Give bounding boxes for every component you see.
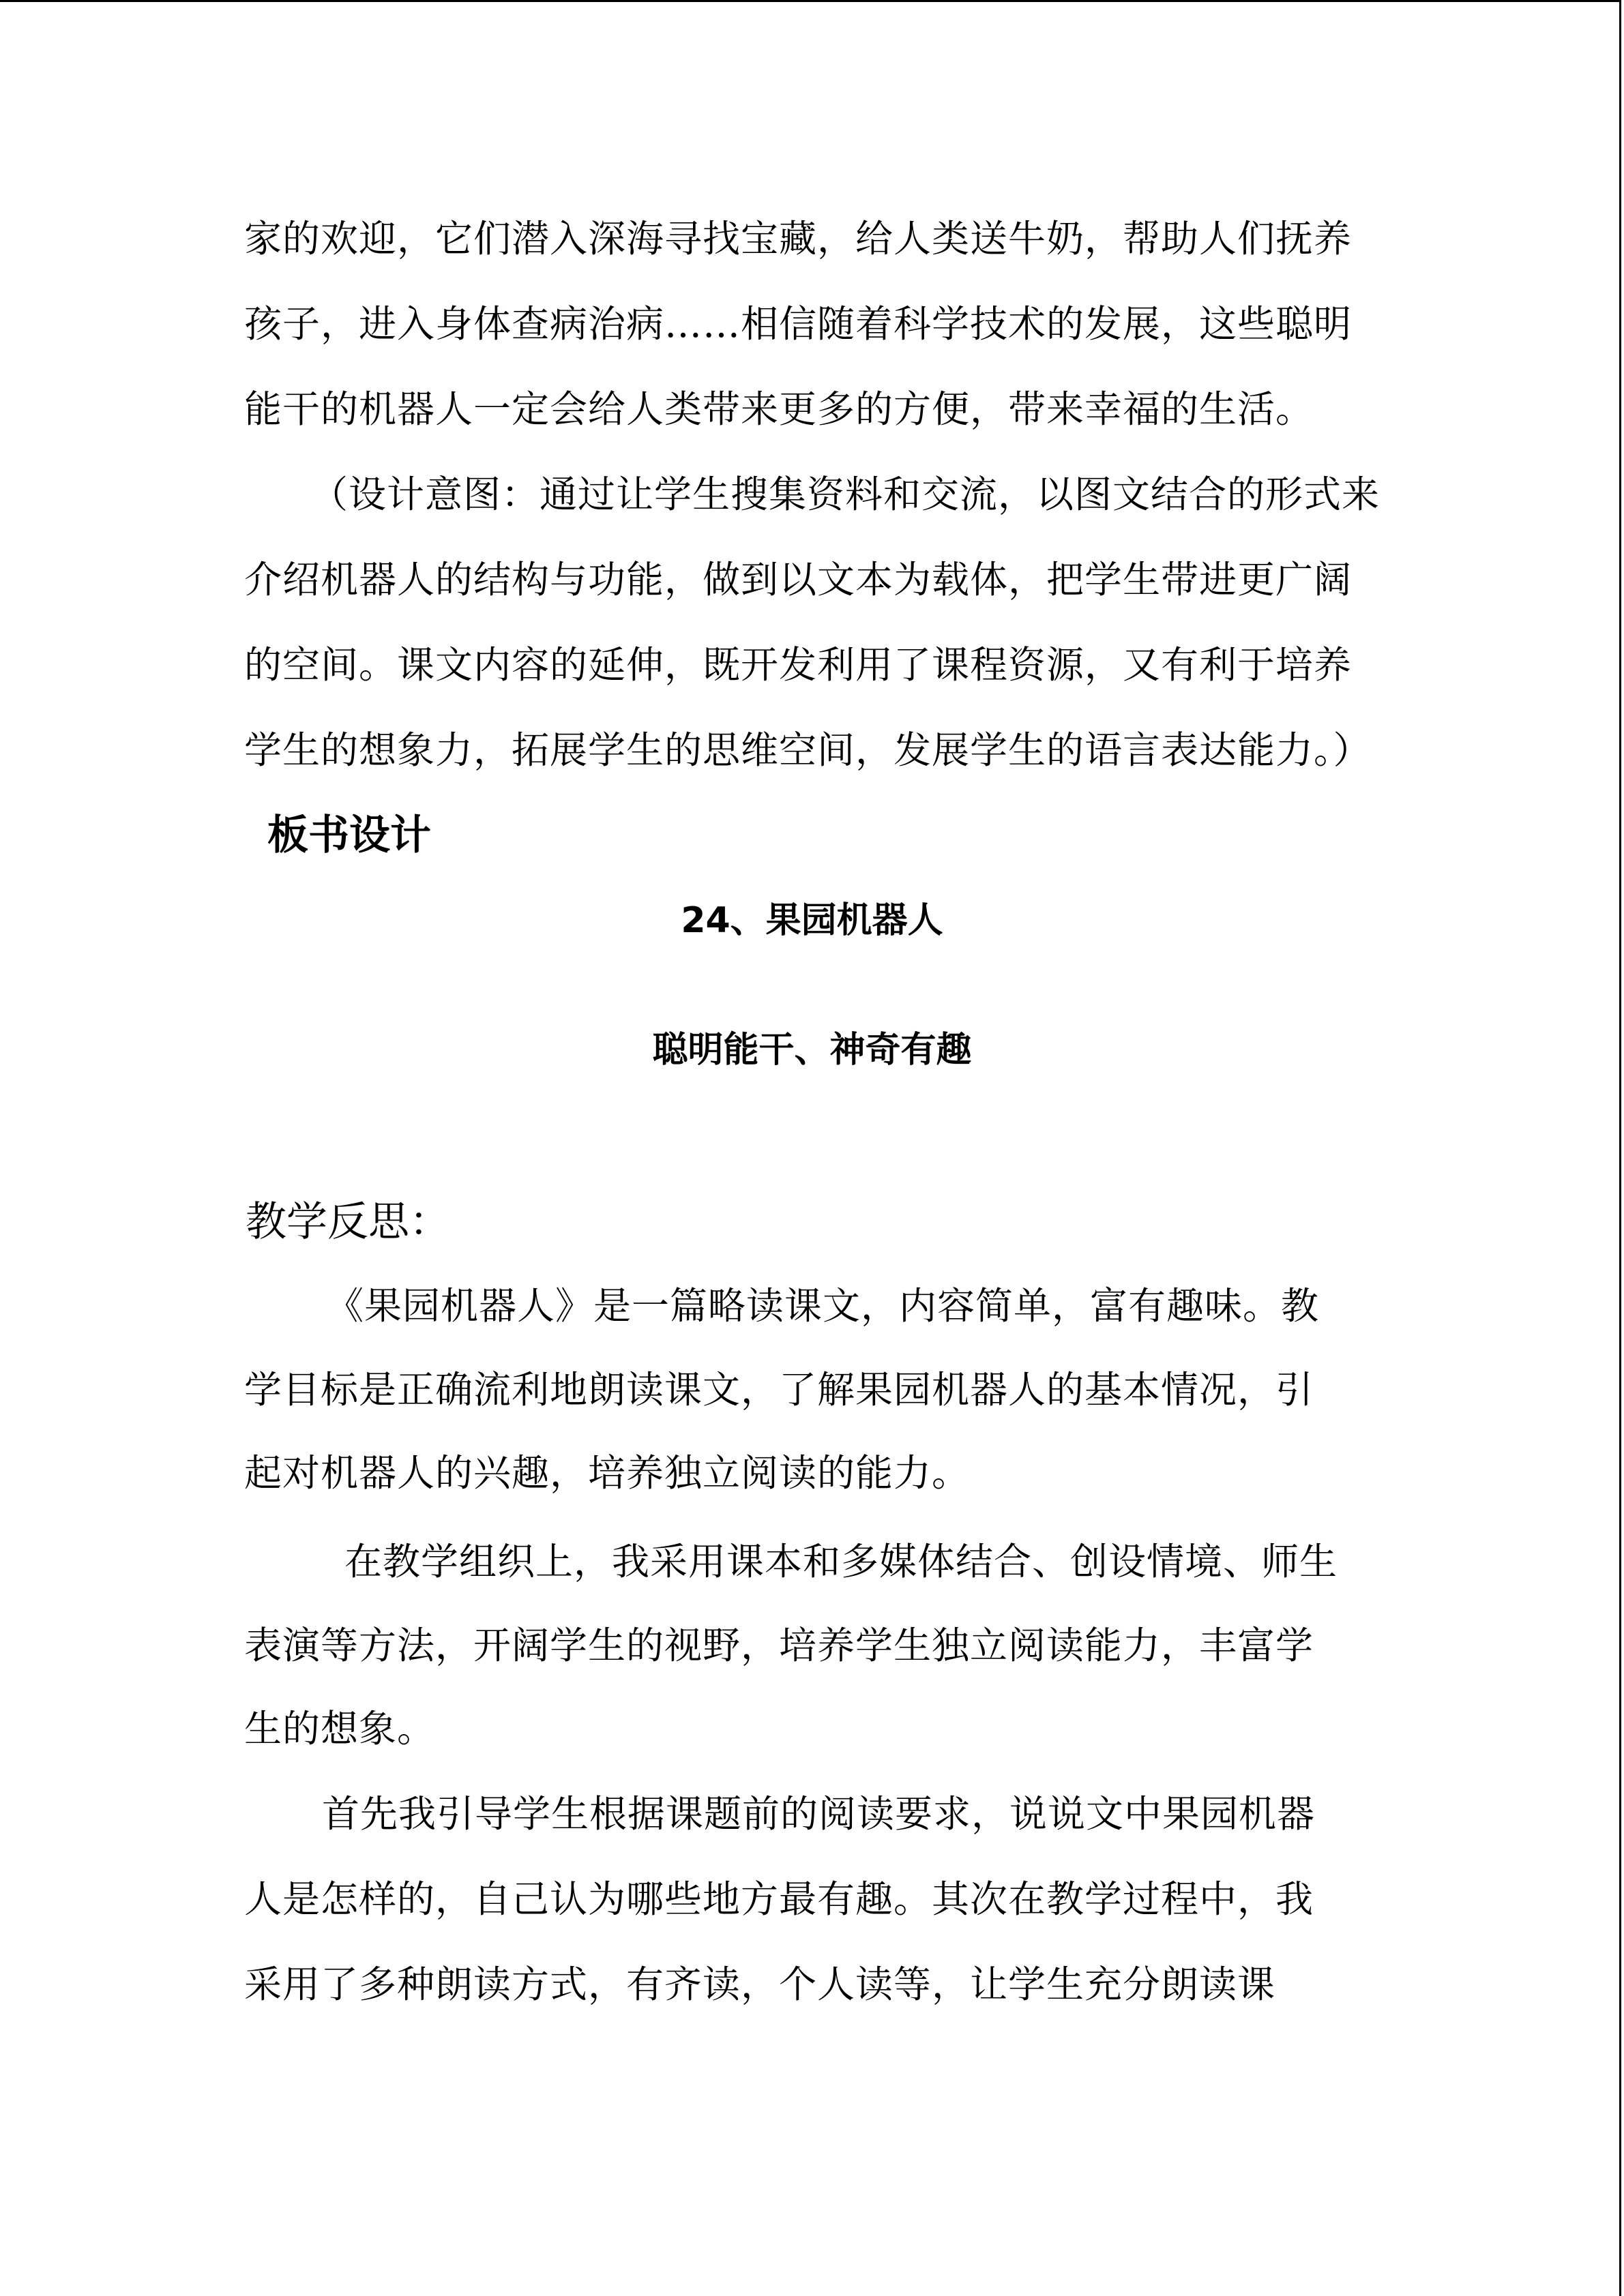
reflection-p3-line-2: 人是怎样的，自己认为哪些地方最有趣。其次在教学过程中，我 <box>244 1877 1314 1921</box>
design-intent-line-3: 的空间。课文内容的延伸，既开发利用了课程资源，又有利于培养 <box>244 643 1353 687</box>
board-design-subtitle: 聪明能干、神奇有趣 <box>652 1030 972 1071</box>
reflection-p2-line-1: 在教学组织上，我采用课本和多媒体结合、创设情境、师生 <box>344 1540 1338 1583</box>
intro-line-1: 家的欢迎，它们潜入深海寻找宝藏，给人类送牛奶，帮助人们抚养 <box>244 217 1353 260</box>
reflection-p1-line-1: 《果园机器人》是一篇略读课文，内容简单，富有趣味。教 <box>326 1284 1320 1328</box>
board-design-title: 24、果园机器人 <box>681 900 943 941</box>
reflection-p1-line-2: 学目标是正确流利地朗读课文，了解果园机器人的基本情况，引 <box>244 1368 1314 1412</box>
design-intent-line-4: 学生的想象力，拓展学生的思维空间，发展学生的语言表达能力。） <box>244 728 1372 772</box>
design-intent-line-2: 介绍机器人的结构与功能，做到以文本为载体，把学生带进更广阔 <box>244 558 1353 601</box>
intro-line-2: 孩子，进入身体查病治病……相信随着科学技术的发展，这些聪明 <box>244 302 1353 346</box>
reflection-p1-line-3: 起对机器人的兴趣，培养独立阅读的能力。 <box>244 1451 971 1495</box>
intro-line-3: 能干的机器人一定会给人类带来更多的方便，带来幸福的生活。 <box>244 387 1314 431</box>
board-design-heading: 板书设计 <box>267 811 431 859</box>
reflection-p2-line-3: 生的想象。 <box>244 1707 436 1750</box>
reflection-p3-line-1: 首先我引导学生根据课题前的阅读要求，说说文中果园机器 <box>322 1792 1316 1836</box>
reflection-heading: 教学反思： <box>246 1198 450 1246</box>
design-intent-line-1: （设计意图：通过让学生搜集资料和交流，以图文结合的形式来 <box>310 473 1381 516</box>
reflection-p2-line-2: 表演等方法，开阔学生的视野，培养学生独立阅读能力，丰富学 <box>244 1624 1314 1667</box>
reflection-p3-line-3: 采用了多种朗读方式，有齐读，个人读等，让学生充分朗读课 <box>244 1963 1276 2006</box>
